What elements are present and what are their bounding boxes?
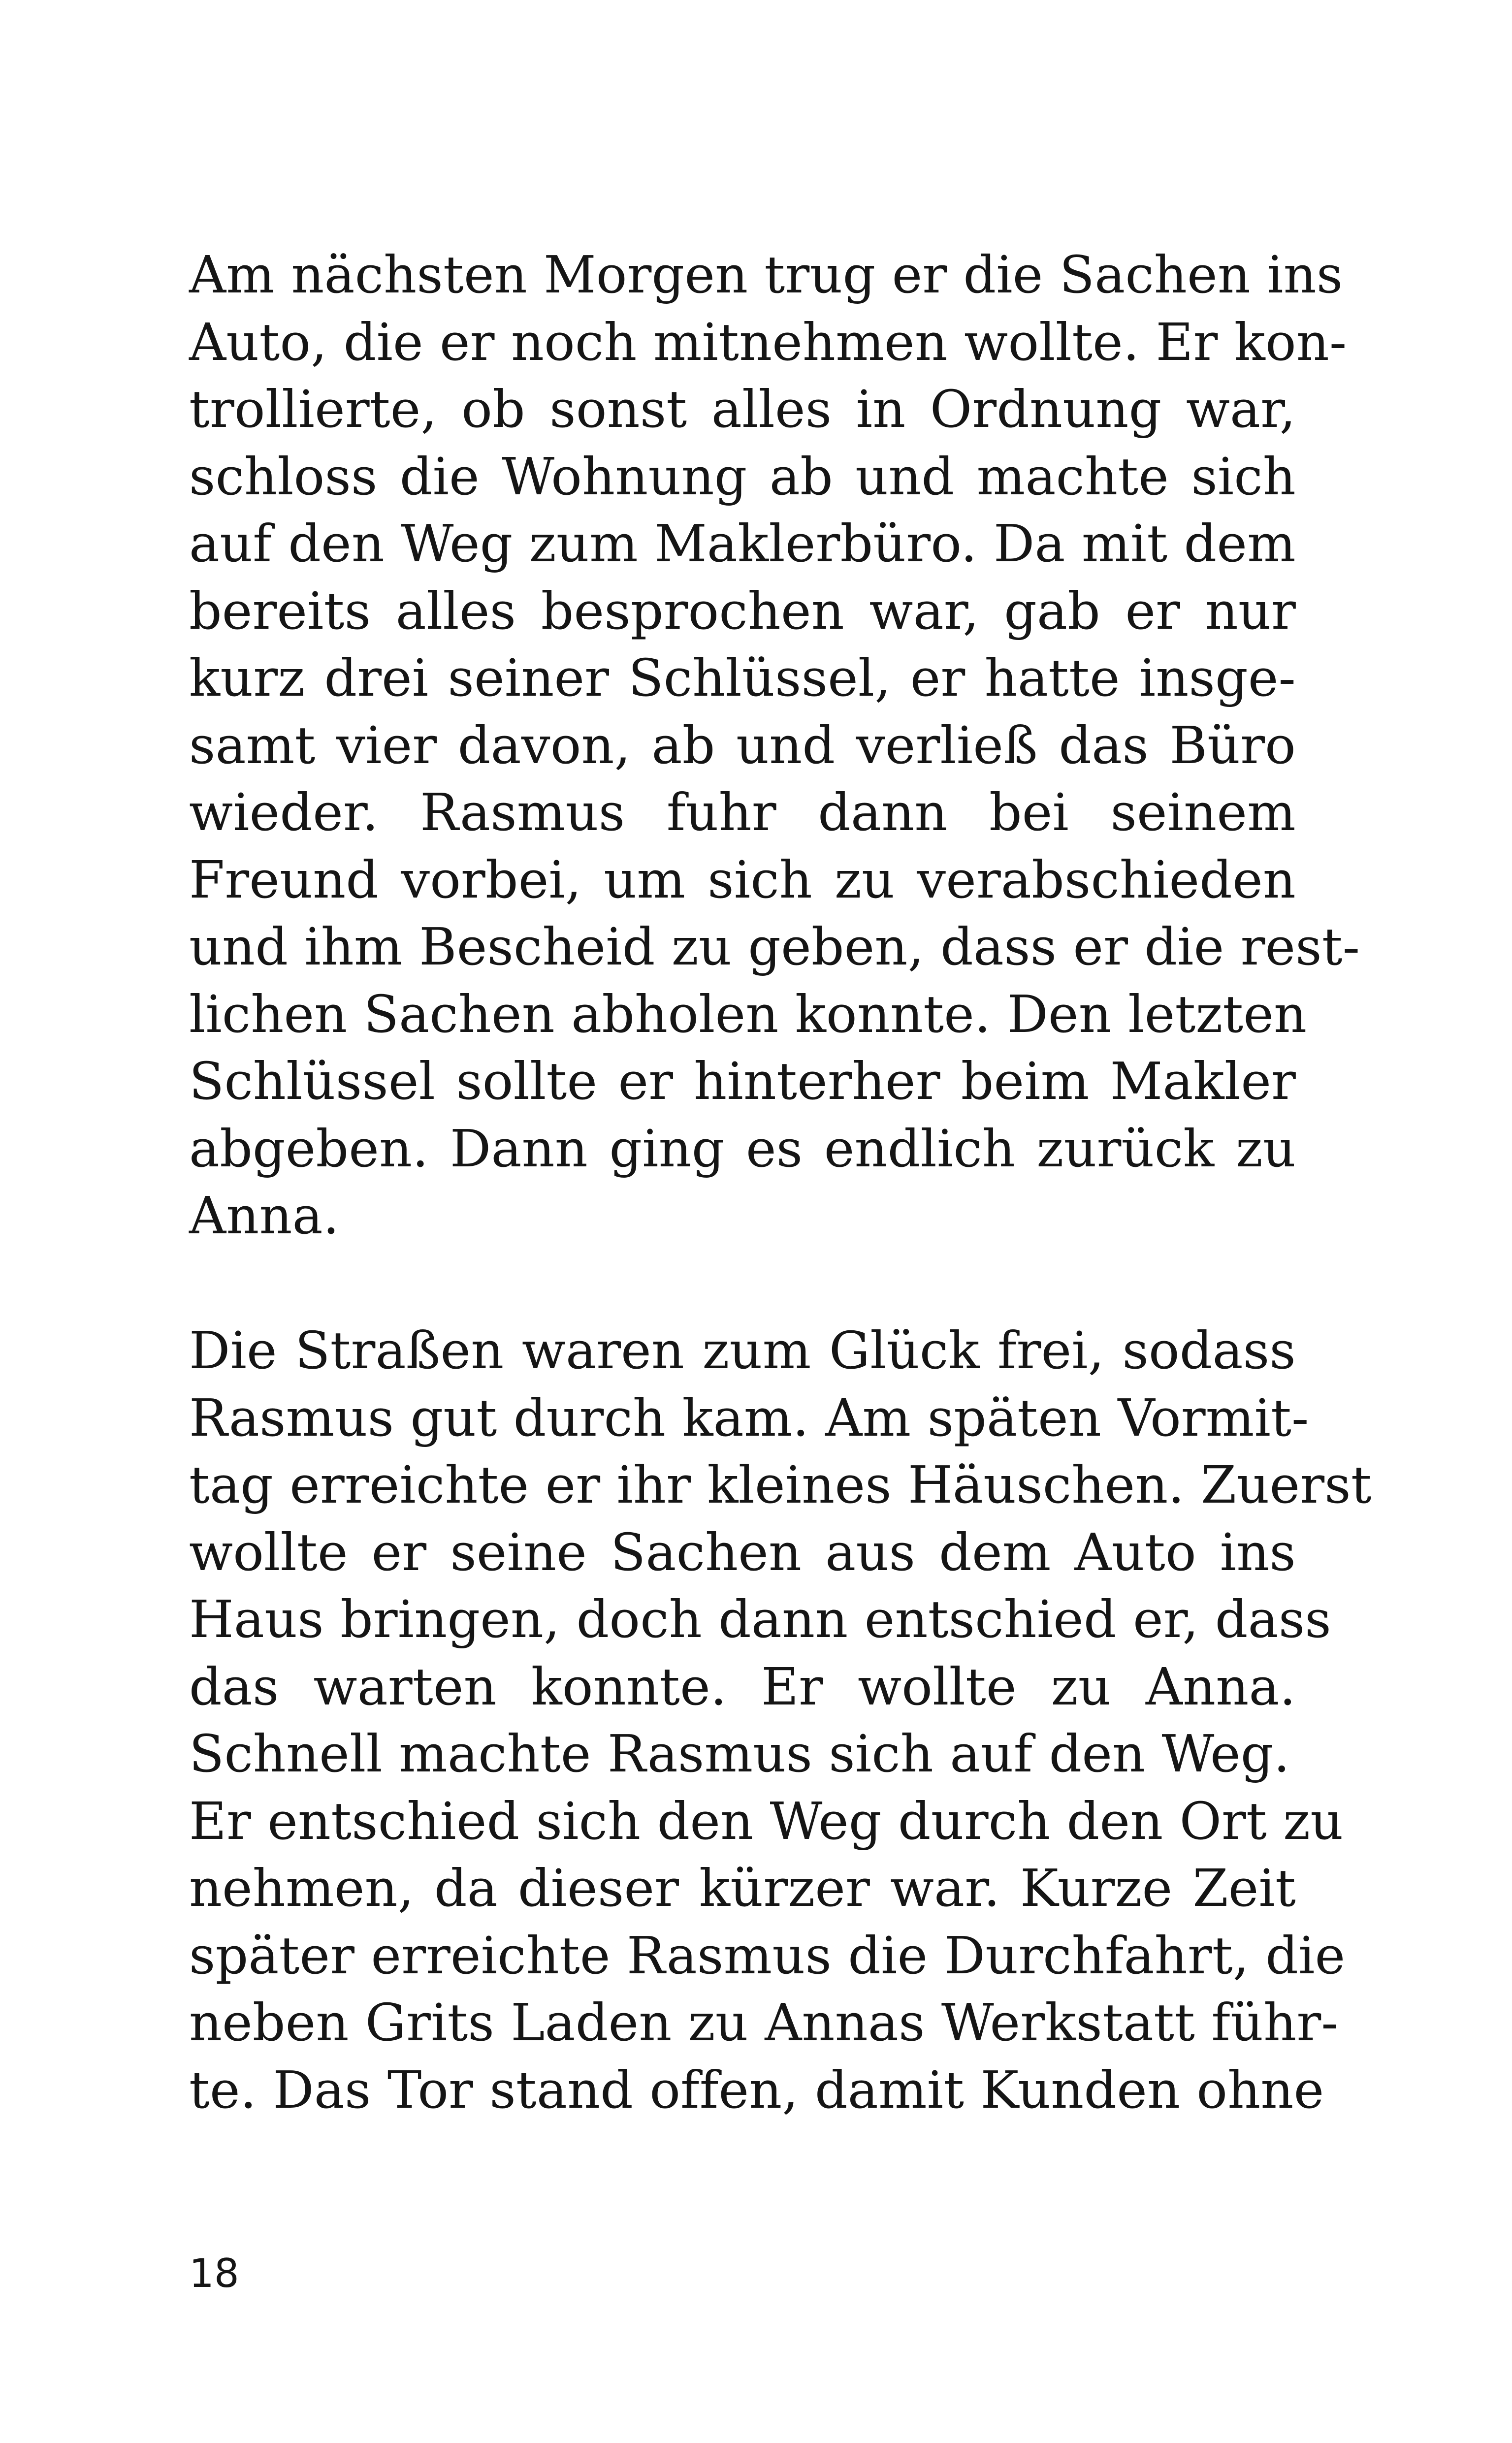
text-line: tag erreichte er ihr kleines Häuschen. Zuerst — [189, 1455, 1372, 1515]
text-line: das warten konnte. Er wollte zu Anna. — [189, 1656, 1296, 1717]
text-line: wollte er seine Sachen aus dem Auto ins — [189, 1522, 1296, 1582]
text-line: Am nächsten Morgen trug er die Sachen ins — [189, 245, 1343, 305]
text-line: samt vier davon, ab und verließ das Büro — [189, 715, 1296, 775]
text-line: abgeben. Dann ging es endlich zurück zu — [189, 1118, 1296, 1179]
text-line: kurz drei seiner Schlüssel, er hatte insge- — [189, 648, 1296, 708]
paragraph-1 — [189, 241, 1360, 1250]
text-line: neben Grits Laden zu Annas Werkstatt führ- — [189, 1993, 1339, 2053]
text-line: te. Das Tor stand offen, damit Kunden ohne — [189, 2059, 1324, 2120]
text-line: schloss die Wohnung ab und machte sich — [189, 446, 1296, 507]
page-number: 18 — [189, 2250, 239, 2296]
text-line: lichen Sachen abholen konnte. Den letzten — [189, 984, 1307, 1044]
text-line: Anna. — [189, 1186, 340, 1246]
text-line: auf den Weg zum Maklerbüro. Da mit dem — [189, 514, 1296, 574]
text-line: wieder. Rasmus fuhr dann bei seinem — [189, 782, 1296, 842]
text-line: und ihm Bescheid zu geben, dass er die rest- — [189, 917, 1360, 977]
text-line: Rasmus gut durch kam. Am späten Vormit- — [189, 1387, 1309, 1448]
text-line: trollierte, ob sonst alles in Ordnung war, — [189, 379, 1296, 439]
text-line: Er entschied sich den Weg durch den Ort zu — [189, 1791, 1344, 1851]
text-line: Die Straßen waren zum Glück frei, sodass — [189, 1320, 1296, 1381]
paragraph-2 — [189, 1317, 1372, 2123]
text-line: Haus bringen, doch dann entschied er, dass — [189, 1589, 1331, 1649]
text-line: Freund vorbei, um sich zu verabschieden — [189, 849, 1296, 910]
text-line: Schlüssel sollte er hinterher beim Makler — [189, 1051, 1296, 1111]
text-line: später erreichte Rasmus die Durchfahrt, die — [189, 1925, 1346, 1986]
text-line: Schnell machte Rasmus sich auf den Weg. — [189, 1724, 1290, 1784]
text-line: bereits alles besprochen war, gab er nur — [189, 580, 1296, 641]
text-line: nehmen, da dieser kürzer war. Kurze Zeit — [189, 1858, 1296, 1918]
text-line: Auto, die er noch mitnehmen wollte. Er kon- — [189, 312, 1347, 372]
